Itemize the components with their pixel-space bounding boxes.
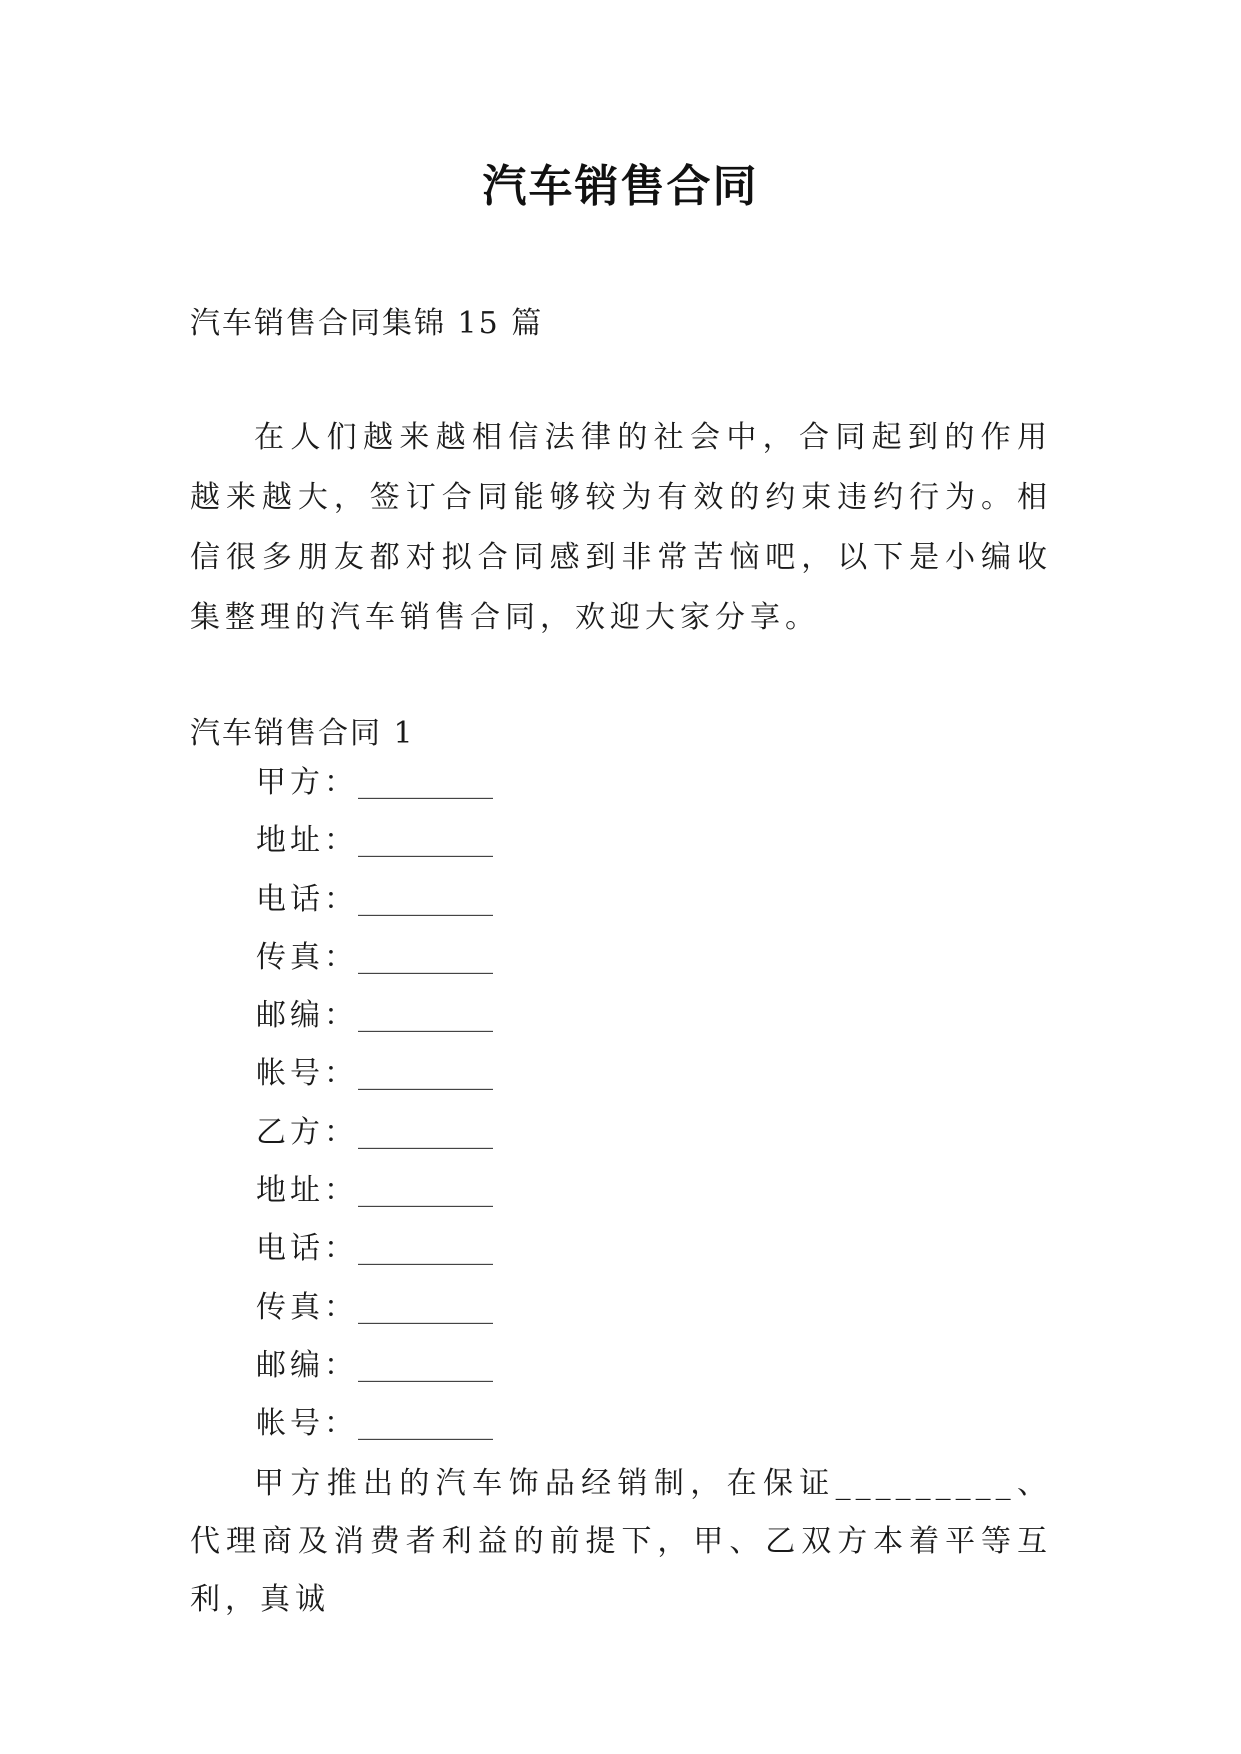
field-blank: _________ [358,823,493,859]
field-label: 传真： [256,1289,358,1325]
field-label: 传真： [256,939,358,975]
field-blank: _________ [358,765,493,800]
field-postcode-a [256,987,493,1045]
field-account-a [256,1045,493,1103]
intro-paragraph: 在人们越来越相信法律的社会中，合同起到的作用越来越大，签订合同能够较为有效的约束违约行为。相信很多朋友都对拟合同感到非常苦恼吧，以下是小编收集整理的汽车销售合同，欢迎大家分享。 [190,420,1052,635]
field-label: 邮编： [256,998,358,1034]
field-party-b [256,1104,493,1162]
field-label: 地址： [256,1173,358,1209]
field-blank: _________ [358,1173,493,1209]
field-address-b [256,1162,493,1220]
document-subtitle: 汽车销售合同集锦 15 篇 [190,306,544,341]
field-label: 电话： [256,881,358,917]
field-blank: _________ [358,1056,493,1092]
field-blank: _________ [358,1289,493,1325]
party-fields-list [256,754,493,1454]
field-postcode-b [256,1337,493,1395]
field-blank: _________ [358,1114,493,1150]
field-fax-a [256,929,493,987]
document-title: 汽车销售合同 [482,161,759,212]
field-phone-a [256,871,493,929]
body-paragraph: 甲方推出的汽车饰品经销制，在保证_________、代理商及消费者利益的前提下，甲、乙双方本着平等互利，真诚 [190,1466,1052,1617]
field-blank: _________ [358,1231,493,1267]
field-account-b [256,1395,493,1453]
field-label: 甲方： [256,765,358,800]
section-heading: 汽车销售合同 1 [190,716,415,751]
field-label: 帐号： [256,1056,358,1092]
field-party-a [256,754,493,812]
field-address-a [256,812,493,870]
field-label: 帐号： [256,1406,358,1442]
field-blank: _________ [358,998,493,1034]
field-blank: _________ [358,1347,493,1383]
field-blank: _________ [358,881,493,917]
field-blank: _________ [358,939,493,975]
field-label: 电话： [256,1231,358,1267]
field-phone-b [256,1220,493,1278]
field-label: 地址： [256,823,358,859]
field-label: 乙方： [256,1114,358,1150]
field-blank: _________ [358,1406,493,1442]
field-label: 邮编： [256,1347,358,1383]
field-fax-b [256,1279,493,1337]
